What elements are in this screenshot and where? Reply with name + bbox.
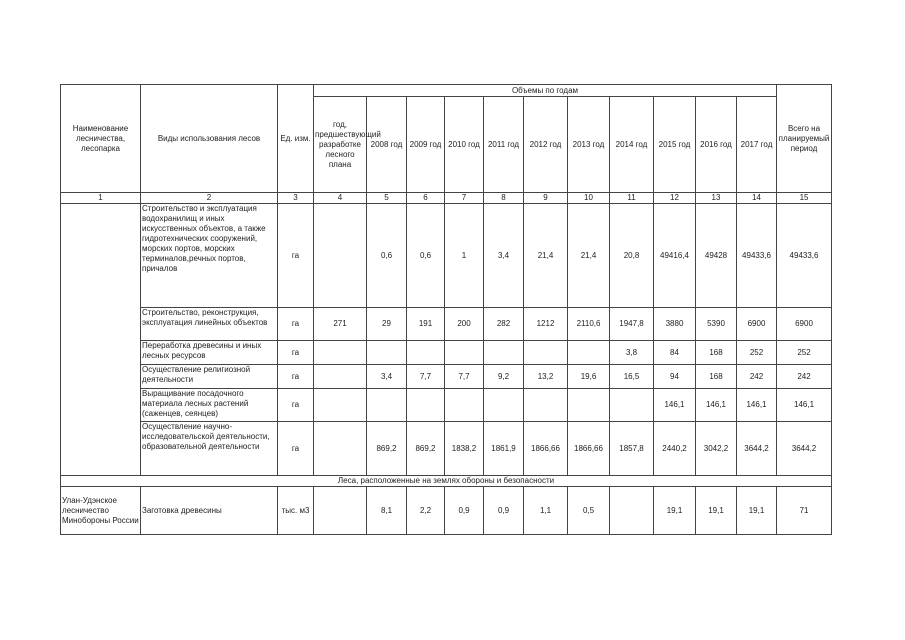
table-row <box>61 204 832 308</box>
column-number: 13 <box>696 193 737 204</box>
value-cell: 1838,2 <box>445 422 484 476</box>
header-year-2: 2009 год <box>407 97 445 193</box>
section-title: Леса, расположенные на землях обороны и безопасности <box>61 476 832 487</box>
value-cell: 2,2 <box>407 487 445 535</box>
value-cell: 71 <box>777 487 832 535</box>
value-cell: 8,1 <box>367 487 407 535</box>
unit-cell: га <box>278 308 314 341</box>
value-cell: 1866,66 <box>524 422 568 476</box>
value-cell: 20,8 <box>610 204 654 308</box>
table-row <box>61 389 832 422</box>
table-row <box>61 341 832 365</box>
value-cell: 3644,2 <box>777 422 832 476</box>
table-row <box>61 487 832 535</box>
value-cell: 94 <box>654 365 696 389</box>
column-number: 2 <box>141 193 278 204</box>
value-cell: 1866,66 <box>568 422 610 476</box>
header-year-6: 2013 год <box>568 97 610 193</box>
column-number-row <box>61 193 832 204</box>
value-cell: 252 <box>737 341 777 365</box>
value-cell <box>524 389 568 422</box>
value-cell: 869,2 <box>367 422 407 476</box>
column-number: 10 <box>568 193 610 204</box>
value-cell: 869,2 <box>407 422 445 476</box>
header-year-4: 2011 год <box>484 97 524 193</box>
value-cell <box>314 487 367 535</box>
header-year-1: 2008 год <box>367 97 407 193</box>
value-cell <box>445 341 484 365</box>
column-number: 12 <box>654 193 696 204</box>
header-volumes-by-year: Объемы по годам <box>314 85 777 97</box>
value-cell <box>367 389 407 422</box>
header-year-10: 2017 год <box>737 97 777 193</box>
value-cell: 200 <box>445 308 484 341</box>
header-year-5: 2012 год <box>524 97 568 193</box>
value-cell <box>314 365 367 389</box>
value-cell: 242 <box>737 365 777 389</box>
value-cell <box>484 389 524 422</box>
value-cell: 1,1 <box>524 487 568 535</box>
value-cell: 146,1 <box>696 389 737 422</box>
value-cell: 0,9 <box>484 487 524 535</box>
usage-type-cell: Осуществление религиозной деятельности <box>141 365 278 389</box>
column-number: 14 <box>737 193 777 204</box>
value-cell <box>568 341 610 365</box>
usage-type-cell: Строительство и эксплуатация водохранилищ и иных искусственных объектов, а также гидротехнических сооружений, морских портов, морских терминалов,речных портов, причалов <box>141 204 278 308</box>
value-cell: 5390 <box>696 308 737 341</box>
value-cell: 0,5 <box>568 487 610 535</box>
value-cell: 9,2 <box>484 365 524 389</box>
unit-cell: га <box>278 389 314 422</box>
value-cell: 49433,6 <box>737 204 777 308</box>
value-cell: 7,7 <box>407 365 445 389</box>
value-cell: 242 <box>777 365 832 389</box>
value-cell: 6900 <box>737 308 777 341</box>
value-cell: 49428 <box>696 204 737 308</box>
value-cell: 3,8 <box>610 341 654 365</box>
value-cell: 19,1 <box>654 487 696 535</box>
value-cell: 3,4 <box>367 365 407 389</box>
value-cell: 271 <box>314 308 367 341</box>
usage-type-cell: Выращивание посадочного материала лесных растений (саженцев, сеянцев) <box>141 389 278 422</box>
value-cell: 49433,6 <box>777 204 832 308</box>
forest-use-volume-table <box>60 84 832 535</box>
value-cell: 252 <box>777 341 832 365</box>
table-row <box>61 365 832 389</box>
value-cell: 0,9 <box>445 487 484 535</box>
value-cell: 7,7 <box>445 365 484 389</box>
value-cell: 1212 <box>524 308 568 341</box>
value-cell: 1 <box>445 204 484 308</box>
header-usage-types: Виды использования лесов <box>141 85 278 193</box>
column-number: 5 <box>367 193 407 204</box>
value-cell: 29 <box>367 308 407 341</box>
value-cell <box>407 389 445 422</box>
value-cell: 191 <box>407 308 445 341</box>
value-cell: 146,1 <box>737 389 777 422</box>
value-cell: 3042,2 <box>696 422 737 476</box>
header-year-3: 2010 год <box>445 97 484 193</box>
value-cell <box>314 422 367 476</box>
value-cell: 1947,8 <box>610 308 654 341</box>
column-number: 6 <box>407 193 445 204</box>
table-row <box>61 422 832 476</box>
value-cell: 19,1 <box>737 487 777 535</box>
value-cell: 168 <box>696 341 737 365</box>
value-cell: 21,4 <box>568 204 610 308</box>
column-number: 8 <box>484 193 524 204</box>
value-cell: 13,2 <box>524 365 568 389</box>
value-cell <box>484 341 524 365</box>
value-cell <box>524 341 568 365</box>
usage-type-cell: Осуществление научно-исследовательской деятельности, образовательной деятельности <box>141 422 278 476</box>
value-cell: 21,4 <box>524 204 568 308</box>
forestry-name-cell: Улан-Удэнское лесничество Минобороны России <box>61 487 141 535</box>
unit-cell: га <box>278 341 314 365</box>
value-cell: 2110,6 <box>568 308 610 341</box>
unit-cell: га <box>278 365 314 389</box>
forestry-name-cell <box>61 204 141 476</box>
header-forestry-name: Наименование лесничества, лесопарка <box>61 85 141 193</box>
header-total: Всего на планируемый период <box>777 85 832 193</box>
unit-cell: га <box>278 204 314 308</box>
value-cell <box>314 341 367 365</box>
unit-cell: га <box>278 422 314 476</box>
value-cell <box>445 389 484 422</box>
column-number: 7 <box>445 193 484 204</box>
usage-type-cell: Переработка древесины и иных лесных ресурсов <box>141 341 278 365</box>
value-cell: 1857,8 <box>610 422 654 476</box>
value-cell: 19,6 <box>568 365 610 389</box>
usage-type-cell: Заготовка древесины <box>141 487 278 535</box>
column-number: 15 <box>777 193 832 204</box>
column-number: 9 <box>524 193 568 204</box>
column-number: 11 <box>610 193 654 204</box>
value-cell: 0,6 <box>407 204 445 308</box>
header-year-8: 2015 год <box>654 97 696 193</box>
value-cell: 19,1 <box>696 487 737 535</box>
header-year-9: 2016 год <box>696 97 737 193</box>
value-cell: 16,5 <box>610 365 654 389</box>
value-cell: 282 <box>484 308 524 341</box>
value-cell: 146,1 <box>654 389 696 422</box>
column-number: 4 <box>314 193 367 204</box>
unit-cell: тыс. м3 <box>278 487 314 535</box>
header-year-7: 2014 год <box>610 97 654 193</box>
value-cell <box>367 341 407 365</box>
usage-type-cell: Строительство, реконструкция, эксплуатация линейных объектов <box>141 308 278 341</box>
value-cell: 2440,2 <box>654 422 696 476</box>
value-cell: 168 <box>696 365 737 389</box>
header-unit: Ед. изм. <box>278 85 314 193</box>
value-cell: 84 <box>654 341 696 365</box>
value-cell: 3880 <box>654 308 696 341</box>
column-number: 3 <box>278 193 314 204</box>
value-cell <box>568 389 610 422</box>
table-row <box>61 308 832 341</box>
value-cell <box>610 389 654 422</box>
column-number: 1 <box>61 193 141 204</box>
value-cell: 6900 <box>777 308 832 341</box>
value-cell <box>314 389 367 422</box>
value-cell <box>407 341 445 365</box>
value-cell <box>610 487 654 535</box>
value-cell: 3,4 <box>484 204 524 308</box>
value-cell: 49416,4 <box>654 204 696 308</box>
value-cell: 3644,2 <box>737 422 777 476</box>
value-cell <box>314 204 367 308</box>
value-cell: 146,1 <box>777 389 832 422</box>
value-cell: 0,6 <box>367 204 407 308</box>
value-cell: 1861,9 <box>484 422 524 476</box>
header-prior-year: год, предшествующий разработке лесного плана <box>314 97 367 193</box>
